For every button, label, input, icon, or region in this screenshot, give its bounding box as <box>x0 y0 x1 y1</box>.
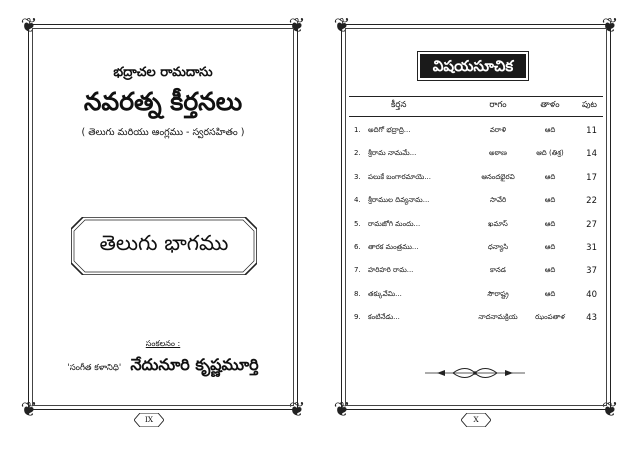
toc-entry-page: 43 <box>586 313 597 324</box>
toc-entry-num: 6. <box>354 243 361 251</box>
toc-entry-raga: సౌరాష్ట్ర <box>487 289 509 298</box>
corner-flourish-icon: ❦ <box>333 13 351 37</box>
toc-entry <box>349 313 603 327</box>
toc-entry-kirtana: హరిహరి రామ... <box>368 266 414 275</box>
toc-entry-page: 22 <box>586 196 597 207</box>
corner-flourish-icon: ❦ <box>288 397 306 421</box>
toc-entry-page: 14 <box>586 149 597 160</box>
toc-entry-raga: ఆనందభైరవి <box>481 172 515 181</box>
toc-entry-raga: కానడ <box>490 266 506 275</box>
toc-entry-kirtana: రామజోగి మందు... <box>368 219 421 228</box>
compiler-label: సంకలనం : <box>145 339 181 348</box>
toc-entry-tala: ఆది <box>544 126 556 134</box>
toc-entry-kirtana: పలుకే బంగారమాయె... <box>368 172 431 181</box>
toc-entry-num: 3. <box>354 172 361 181</box>
toc-entry-kirtana: అదిగో భద్రాద్రి... <box>368 126 411 134</box>
corner-flourish-icon: ❦ <box>288 13 306 37</box>
page-border <box>333 13 619 421</box>
toc-entry-tala: ఆది <box>544 289 556 298</box>
toc-entry-page: 37 <box>586 266 597 277</box>
header-tala: తాళం <box>540 100 560 110</box>
ornamental-divider-icon <box>423 366 527 380</box>
divider-line <box>349 116 603 117</box>
page-number-left <box>134 413 164 427</box>
toc-entry-page: 11 <box>586 126 597 136</box>
toc-entry-num: 5. <box>354 219 361 228</box>
toc-entry-num: 9. <box>354 313 361 322</box>
toc-entry-num: 4. <box>354 196 361 205</box>
toc-entry-kirtana: తక్కువేమి... <box>368 289 402 298</box>
toc-entry <box>349 266 603 280</box>
corner-flourish-icon: ❦ <box>601 397 619 421</box>
toc-title-box <box>417 51 529 81</box>
toc-entry-num: 7. <box>354 266 361 275</box>
toc-entry-num: 2. <box>354 149 361 158</box>
header-page: పుట <box>581 100 597 110</box>
toc-entry-raga: వరాళి <box>489 126 507 134</box>
toc-entry <box>349 290 603 304</box>
toc-entry <box>349 220 603 234</box>
toc-entry-tala: ఆది <box>544 196 556 205</box>
toc-entry-kirtana: తారక మంత్రము... <box>368 243 419 251</box>
toc-entry-raga: నాదనామక్రియ <box>478 313 518 322</box>
toc-entry-tala: ఆది <box>544 243 556 251</box>
toc-entry-num: 1. <box>354 126 361 134</box>
toc-entry-tala: ఆది <box>544 172 556 181</box>
toc-entry-page: 17 <box>586 172 597 183</box>
toc-entry <box>349 243 603 257</box>
toc-entry-page: 31 <box>586 243 597 253</box>
corner-flourish-icon: ❦ <box>20 397 38 421</box>
section-label: తెలుగు భాగము <box>99 231 229 255</box>
toc-entry-tala: ఆది (తిశ్ర) <box>536 149 564 158</box>
toc-entry-tala: ఆది <box>544 266 556 275</box>
toc-entry-raga: అఠాణ <box>489 149 507 158</box>
header-raga: రాగం <box>489 100 507 110</box>
toc-entry-page: 27 <box>586 219 597 230</box>
book-title: నవరత్న కీర్తనలు <box>83 87 243 116</box>
toc-entry-raga: ధన్యాసి <box>487 243 509 251</box>
toc-entry-kirtana: శ్రీరామ నామమే... <box>368 149 417 158</box>
header-kirtana: కీర్తన <box>391 100 407 110</box>
corner-flourish-icon: ❦ <box>20 13 38 37</box>
toc-entry <box>349 126 603 140</box>
toc-entry-kirtana: శ్రీరాముల దివ్యనామ... <box>368 196 430 205</box>
toc-entry-tala: ఝంపతాళ <box>535 313 565 322</box>
page-number-right <box>461 413 491 427</box>
compiler-name: నేదునూరి కృష్ణమూర్తి <box>130 355 259 374</box>
divider-line <box>349 96 603 97</box>
toc-entry-page: 40 <box>586 289 597 300</box>
toc-entry-tala: ఆది <box>544 219 556 228</box>
toc-entry-raga: సావేరి <box>489 196 507 205</box>
section-label-box <box>71 217 257 275</box>
corner-flourish-icon: ❦ <box>333 397 351 421</box>
toc-entry <box>349 196 603 210</box>
toc-header-row <box>349 100 603 116</box>
toc-entry-kirtana: కంటినేడు... <box>368 313 400 322</box>
toc-title: విషయసూచిక <box>420 54 526 78</box>
compiler-line <box>29 355 297 378</box>
toc-entry <box>349 149 603 163</box>
author-name: భద్రాచల రామదాసు <box>113 65 213 80</box>
compiler-title: 'సంగీత కళానిధి' <box>67 363 122 373</box>
page-number-text: IX <box>144 415 154 424</box>
book-subtitle: ( తెలుగు మరియు ఆంగ్లము - స్వరసహితం ) <box>81 127 245 138</box>
right-page <box>319 0 638 451</box>
toc-entry <box>349 173 603 187</box>
toc-entry-raga: ఖమాస్ <box>488 219 508 228</box>
toc-entry-num: 8. <box>354 289 361 298</box>
page-number-text: X <box>473 415 479 424</box>
corner-flourish-icon: ❦ <box>601 13 619 37</box>
